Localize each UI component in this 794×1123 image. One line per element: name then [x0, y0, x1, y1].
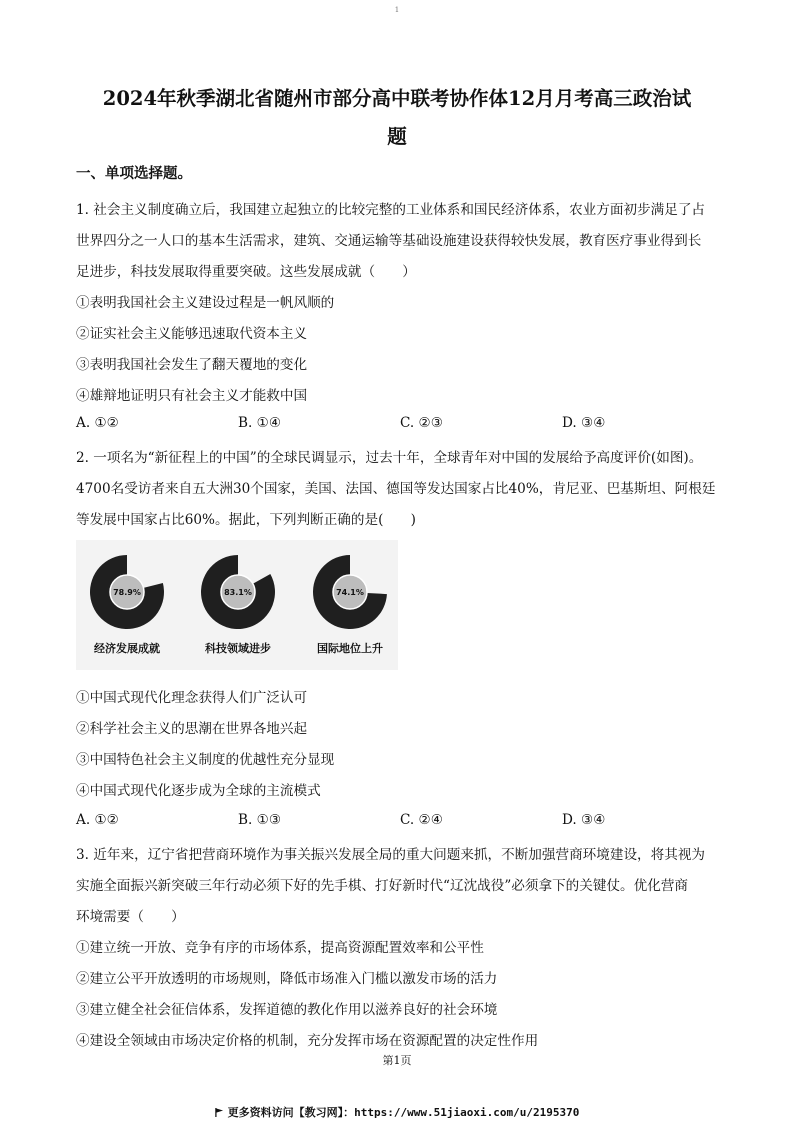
- flag-icon: [215, 1108, 224, 1117]
- chart-label-1: 经济发展成就: [94, 642, 160, 655]
- title-line-2: 题: [387, 125, 407, 148]
- q2-option-a[interactable]: A. ①②: [76, 812, 119, 828]
- chart-label-3: 国际地位上升: [317, 642, 383, 655]
- q2-statement-3: ③中国特色社会主义制度的优越性充分显现: [76, 752, 335, 768]
- donut-value-label-1: 78.9%: [113, 588, 141, 597]
- q2-stem-line-2: 4700名受访者来自五大洲30个国家，美国、法国、德国等发达国家占比40%，肯尼亚、巴基斯坦、阿根廷: [76, 481, 716, 497]
- page-title: [70, 80, 724, 156]
- q1-statement-2: ②证实社会主义能够迅速取代资本主义: [76, 326, 308, 342]
- q2-option-c[interactable]: C. ②④: [400, 812, 443, 828]
- footer-text[interactable]: 更多资料访问【教习网】：https://www.51jiaoxi.com/u/2195370: [227, 1106, 580, 1119]
- q1-option-c[interactable]: C. ②③: [400, 415, 443, 431]
- q2-statement-4: ④中国式现代化逐步成为全球的主流模式: [76, 783, 321, 799]
- q1-stem-line-2: 世界四分之一人口的基本生活需求，建筑、交通运输等基础设施建设获得较快发展，教育医疗事业得到长: [76, 233, 702, 249]
- q3-statement-4: ④建设全领域由市场决定价格的机制，充分发挥市场在资源配置的决定性作用: [76, 1033, 539, 1049]
- q2-statement-1: ①中国式现代化理念获得人们广泛认可: [76, 690, 308, 706]
- q1-statement-3: ③表明我国社会发生了翻天覆地的变化: [76, 357, 308, 373]
- q1-option-b[interactable]: B. ①④: [238, 415, 282, 431]
- q2-option-d[interactable]: D. ③④: [562, 812, 606, 828]
- q1-option-d[interactable]: D. ③④: [562, 415, 606, 431]
- q1-statement-1: ①表明我国社会主义建设过程是一帆风顺的: [76, 295, 335, 311]
- q1-option-a[interactable]: A. ①②: [76, 415, 119, 431]
- title-line-1: 2024年秋季湖北省随州市部分高中联考协作体12月月考高三政治试: [102, 87, 692, 110]
- q2-stem-line-1: 2. 一项名为“新征程上的中国”的全球民调显示，过去十年，全球青年对中国的发展给予高度评价(如图)。: [76, 450, 703, 466]
- q1-statement-4: ④雄辩地证明只有社会主义才能救中国: [76, 388, 308, 404]
- page-number: 第1页: [382, 1054, 412, 1067]
- q3-stem-line-3: 环境需要（ ）: [76, 909, 185, 925]
- q2-option-b[interactable]: B. ①③: [238, 812, 282, 828]
- q1-stem-line-1: 1. 社会主义制度确立后，我国建立起独立的比较完整的工业体系和国民经济体系，农业方面初步满足了占: [76, 202, 706, 218]
- page-mark: 1: [394, 6, 400, 14]
- q3-statement-2: ②建立公平开放透明的市场规则，降低市场准入门槛以激发市场的活力: [76, 971, 498, 987]
- q3-stem-line-1: 3. 近年来，辽宁省把营商环境作为事关振兴发展全局的重大问题来抓，不断加强营商环境建设，将其视为: [76, 847, 706, 863]
- q2-stem-line-3: 等发展中国家占比60%。据此，下列判断正确的是( ): [76, 512, 416, 528]
- section-heading: 一、单项选择题。: [76, 166, 192, 182]
- q3-stem-line-2: 实施全面振兴新突破三年行动必须下好的先手棋、打好新时代“辽沈战役”必须拿下的关键仗。优化营商: [76, 878, 689, 894]
- q3-statement-3: ③建立健全社会征信体系，发挥道德的教化作用以滋养良好的社会环境: [76, 1002, 498, 1018]
- q2-statement-2: ②科学社会主义的思潮在世界各地兴起: [76, 721, 308, 737]
- chart-label-2: 科技领域进步: [205, 642, 271, 655]
- q3-statement-1: ①建立统一开放、竞争有序的市场体系，提高资源配置效率和公平性: [76, 940, 484, 956]
- q1-stem-line-3: 足进步，科技发展取得重要突破。这些发展成就（ ）: [76, 264, 416, 280]
- survey-donut-chart: [76, 540, 398, 670]
- donut-value-label-3: 74.1%: [336, 588, 364, 597]
- donut-value-label-2: 83.1%: [224, 588, 252, 597]
- footer-link[interactable]: [0, 1104, 794, 1120]
- donut-chart-svg: [76, 540, 398, 640]
